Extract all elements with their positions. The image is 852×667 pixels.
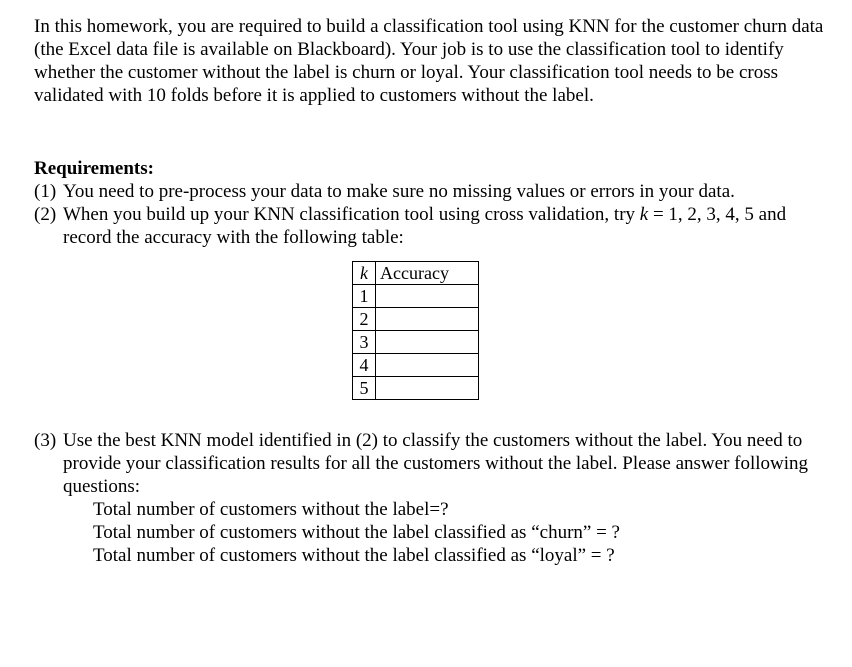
k-cell: 2 [353,308,376,331]
header-accuracy: Accuracy [376,262,479,285]
item-number: (2) [34,204,57,225]
requirement-item-3 [34,429,824,498]
homework-document [34,15,824,567]
accuracy-cell [376,377,479,400]
item-text-before: When you build up your KNN classification tool using cross validation, try [63,204,640,225]
item-text: You need to pre-process your data to make sure no missing values or errors in your data. [63,181,735,202]
accuracy-cell [376,354,479,377]
item-text-after: = 1, 2, 3, 4, 5 and record the accuracy with the following table: [63,204,787,248]
header-k: k [353,262,376,285]
table-header-row [353,262,479,285]
k-cell: 1 [353,285,376,308]
table-row [353,354,479,377]
accuracy-cell [376,331,479,354]
requirement-item-1 [34,180,824,203]
question-total: Total number of customers without the label=? [93,499,449,520]
table-row [353,377,479,400]
question-loyal: Total number of customers without the label classified as “loyal” = ? [93,545,615,566]
question-churn: Total number of customers without the label classified as “churn” = ? [93,522,620,543]
accuracy-table [352,261,479,400]
k-cell: 4 [353,354,376,377]
requirement-item-2 [34,203,824,249]
item-text: Use the best KNN model identified in (2) to classify the customers without the label. You need to provide your classification results for all the customers without the label. Please answer following questions: [63,430,809,497]
table-row [353,285,479,308]
intro-paragraph: In this homework, you are required to build a classification tool using KNN for the customer churn data (the Excel data file is available on Blackboard). Your job is to use the classification tool to identify whether the customer without the label is churn or loyal. Your classification tool needs to be cross validated with 10 folds before it is applied to customers without the label. [34,16,824,106]
k-cell: 5 [353,377,376,400]
accuracy-cell [376,285,479,308]
k-cell: 3 [353,331,376,354]
item-number: (3) [34,430,57,451]
item-number: (1) [34,181,57,202]
table-row [353,331,479,354]
accuracy-cell [376,308,479,331]
requirements-heading: Requirements: [34,158,154,179]
table-row [353,308,479,331]
k-symbol: k [639,204,649,225]
